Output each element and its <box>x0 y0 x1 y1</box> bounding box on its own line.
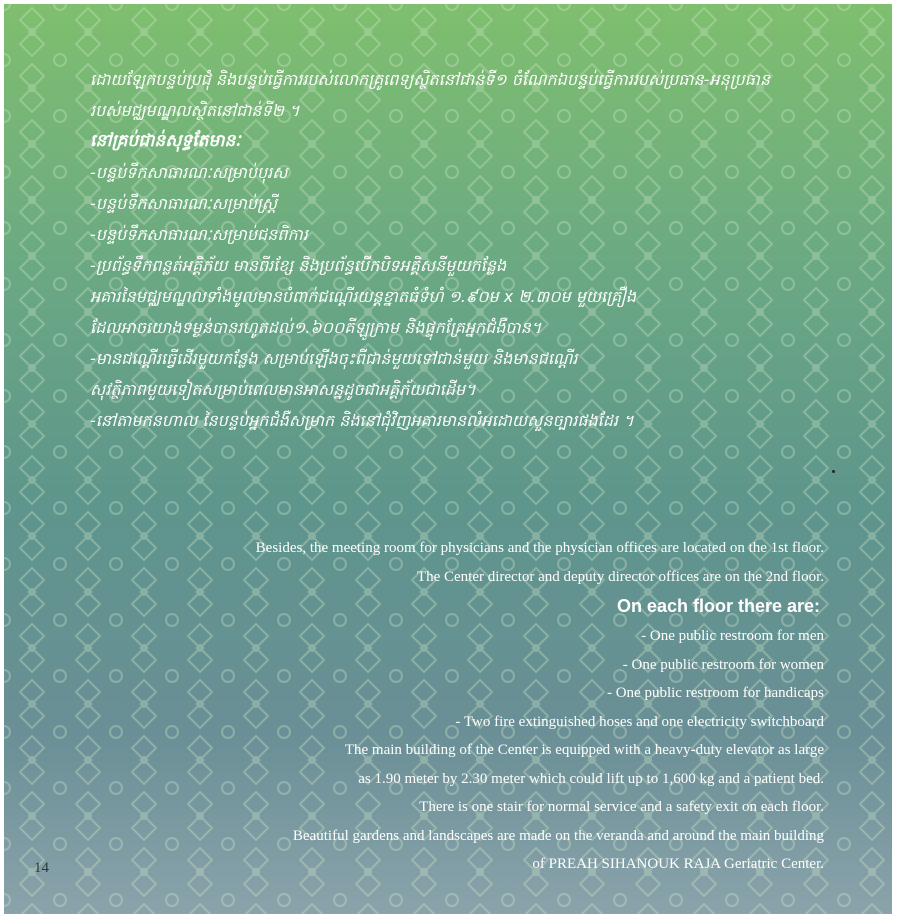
khmer-line: -បន្ទប់ទឹកសាធារណៈសម្រាប់ជនពិការ <box>90 225 308 244</box>
english-heading: On each floor there are: <box>616 596 820 616</box>
khmer-line: -នៅតាមកនហាល នៃបន្ទប់អ្នកជំងឺសម្រាក និងនៅជុំវិញអគារមានលំអដោយសួនច្បារផងដែរ ។ <box>90 411 634 430</box>
english-list-item: - One public restroom for handicaps <box>606 685 824 701</box>
khmer-line: -ប្រព័ន្ធទឹកពន្លត់អគ្គិភ័យ មានពីរខ្សែ និងប្រព័ន្ធបើកបិទអគ្គិសនីមួយកន្លែង <box>90 256 507 275</box>
english-list-item: - One public restroom for men <box>641 628 824 644</box>
english-list-item: - One public restroom for women <box>622 656 824 673</box>
khmer-line: -បន្ទប់ទឹកសាធារណៈសម្រាប់ស្ត្រី <box>90 194 277 213</box>
english-line: The main building of the Center is equipped with a heavy-duty elevator as large <box>344 742 824 758</box>
khmer-line: សុវត្ថិភាពមួយទៀតសម្រាប់ពេលមានអាសន្នដូចជាអគ្គិភ័យជាដើម។ <box>90 380 476 399</box>
english-line: Beautiful gardens and landscapes are made on the veranda and around the main building <box>292 827 824 844</box>
khmer-text-block <box>90 64 850 436</box>
english-text-block <box>64 534 824 879</box>
brochure-page <box>4 4 892 914</box>
english-line: of PREAH SIHANOUK RAJA Geriatric Center. <box>532 856 824 872</box>
khmer-heading: នៅគ្រប់ជាន់សុទ្ធតែមានៈ <box>90 131 241 151</box>
english-line: There is one stair for normal service and a safety exit on each floor. <box>419 799 824 815</box>
english-line: Besides, the meeting room for physicians and the physician offices are located on the 1st floor. <box>255 540 824 556</box>
khmer-line: -បន្ទប់ទឹកសាធារណៈសម្រាប់បុរស <box>90 163 288 182</box>
khmer-line: -មានជណ្ដើរធ្វើដើរមួយកន្លែង សម្រាប់ឡើងចុះពីជាន់មួយទៅជាន់មួយ និងមានជណ្ដើរ <box>90 349 578 368</box>
khmer-line: អគារនៃមជ្ឈមណ្ឌលទាំងមូលមានបំពាក់ជណ្ដើរយន្តខ្នាតធំទំហំ ១.៩០ម x ២.៣០ម មួយគ្រឿង <box>90 287 637 306</box>
khmer-line: ដែលអាចយោងទម្ងន់បានរហូតដល់១.៦០០គីឡូក្រាម និងផ្ទុកគ្រែអ្នកជំងឺបាន។ <box>90 318 542 337</box>
khmer-line: ដោយឡែកបន្ទប់ប្រជុំ និងបន្ទប់ធ្វើការរបស់លោកគ្រូពេទ្យស្ថិតនៅជាន់ទី១ ចំណែកឯបន្ទប់ធ្វើការរបស់ប្រធាន-អនុប្រធាន <box>90 70 771 89</box>
english-line: The Center director and deputy director offices are on the 2nd floor. <box>416 568 824 585</box>
english-list-item: - Two fire extinguished hoses and one electricity switchboard <box>455 713 824 730</box>
page-number: 14 <box>34 860 49 876</box>
ink-speck <box>832 470 835 473</box>
english-line: as 1.90 meter by 2.30 meter which could lift up to 1,600 kg and a patient bed. <box>358 770 824 787</box>
khmer-line: របស់មជ្ឈមណ្ឌលស្ថិតនៅជាន់ទី២ ។ <box>90 101 300 120</box>
